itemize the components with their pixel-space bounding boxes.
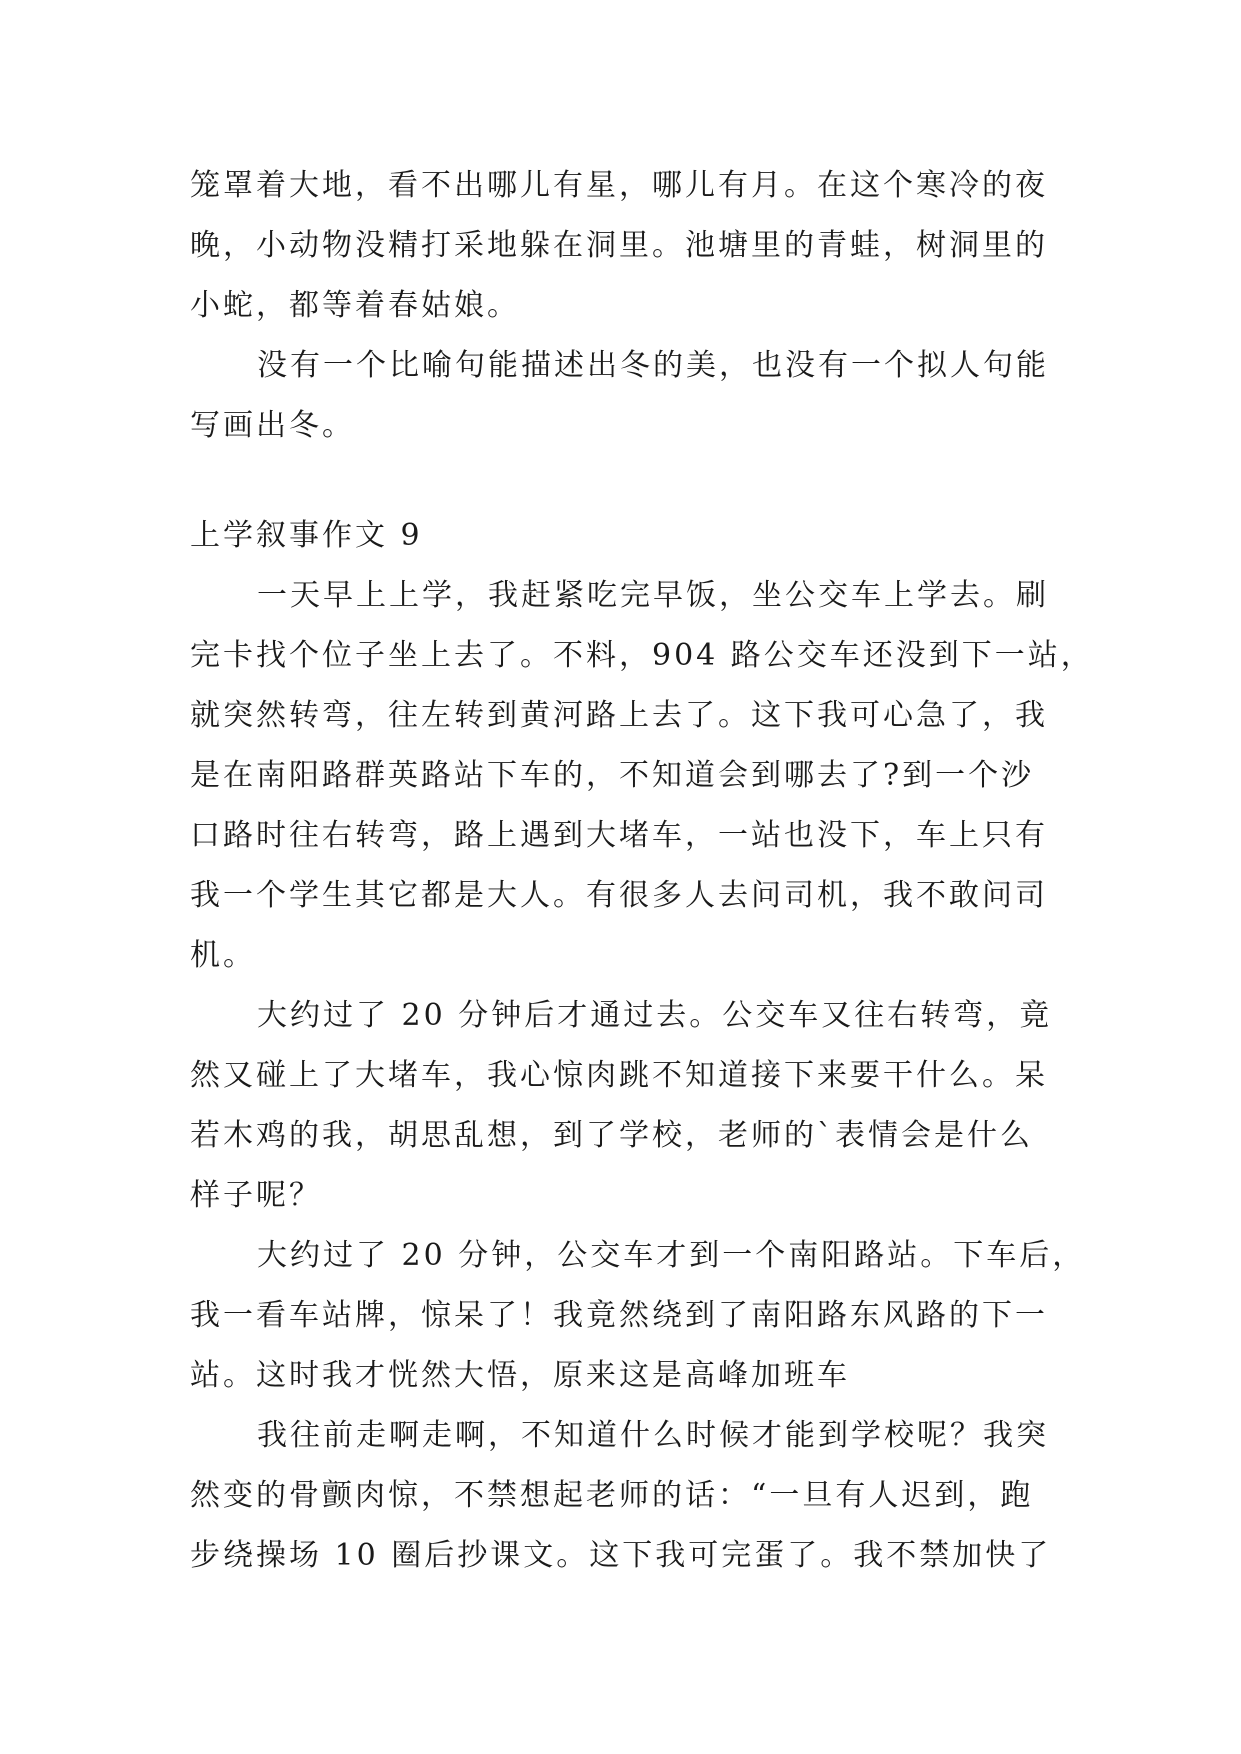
text-line: 步绕操场 10 圈后抄课文。这下我可完蛋了。我不禁加快了 [190, 1538, 1052, 1573]
paragraph-first-line: 大约过了 20 分钟，公交车才到一个南阳路站。下车后， [257, 1238, 1086, 1273]
text-line: 完卡找个位子坐上去了。不料，904 路公交车还没到下一站， [190, 638, 1094, 673]
text-line: 然变的骨颤肉惊，不禁想起老师的话：“一旦有人迟到，跑 [190, 1478, 1034, 1513]
paragraph-first-line: 没有一个比喻句能描述出冬的美，也没有一个拟人句能 [257, 348, 1049, 383]
text-line: 我一个学生其它都是大人。有很多人去问司机，我不敢问司 [190, 878, 1048, 913]
section-heading: 上学叙事作文 9 [190, 518, 423, 553]
text-line: 站。这时我才恍然大悟，原来这是高峰加班车 [190, 1358, 850, 1393]
text-line: 写画出冬。 [190, 408, 355, 443]
text-line: 笼罩着大地，看不出哪儿有星，哪儿有月。在这个寒冷的夜 [190, 168, 1048, 203]
text-line: 我一看车站牌，惊呆了！我竟然绕到了南阳路东风路的下一 [190, 1298, 1048, 1333]
text-line: 晚，小动物没精打采地躲在洞里。池塘里的青蛙，树洞里的 [190, 228, 1048, 263]
paragraph-first-line: 一天早上上学，我赶紧吃完早饭，坐公交车上学去。刷 [257, 578, 1049, 613]
text-line: 然又碰上了大堵车，我心惊肉跳不知道接下来要干什么。呆 [190, 1058, 1048, 1093]
text-line: 机。 [190, 938, 256, 973]
text-line: 是在南阳路群英路站下车的，不知道会到哪去了?到一个沙 [190, 758, 1035, 793]
text-line: 小蛇，都等着春姑娘。 [190, 288, 520, 323]
text-line: 就突然转弯，往左转到黄河路上去了。这下我可心急了，我 [190, 698, 1048, 733]
paragraph-first-line: 我往前走啊走啊，不知道什么时候才能到学校呢？我突 [257, 1418, 1049, 1453]
text-line: 样子呢？ [190, 1178, 322, 1213]
paragraph-first-line: 大约过了 20 分钟后才通过去。公交车又往右转弯，竟 [257, 998, 1053, 1033]
text-line: 口路时往右转弯，路上遇到大堵车，一站也没下，车上只有 [190, 818, 1048, 853]
text-line: 若木鸡的我，胡思乱想，到了学校，老师的`表情会是什么 [190, 1118, 1033, 1153]
